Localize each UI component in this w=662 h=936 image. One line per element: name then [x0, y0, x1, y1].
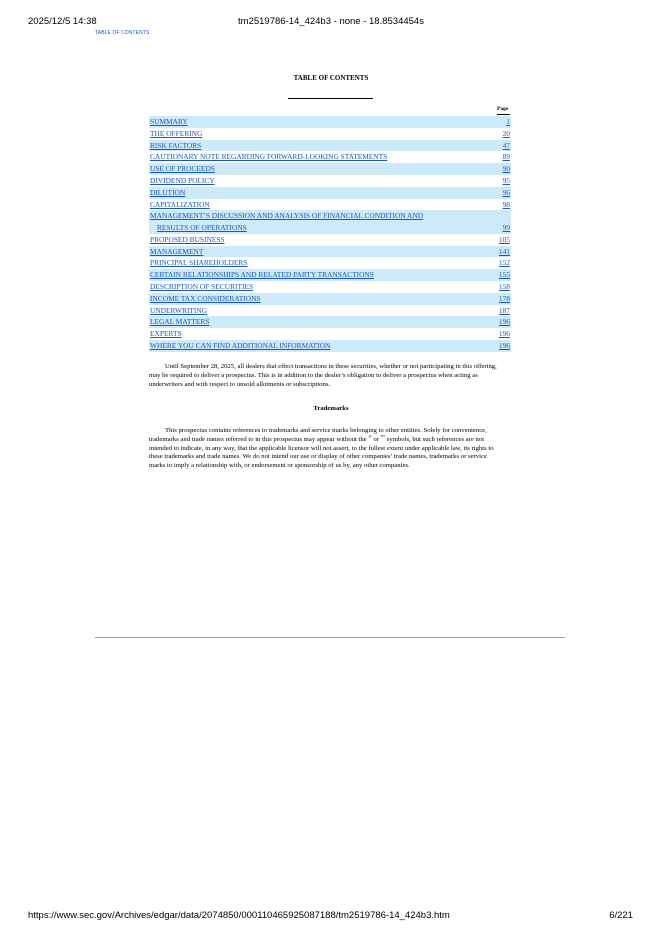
- toc-row: [149, 116, 511, 128]
- toc-page-link[interactable]: 20: [502, 128, 510, 138]
- toc-row: [149, 305, 511, 317]
- toc-row: [149, 234, 511, 246]
- toc-row: [149, 163, 511, 175]
- toc-link-dilution[interactable]: DILUTION: [150, 187, 186, 197]
- toc-page-link[interactable]: 99: [502, 222, 510, 232]
- page-title: TABLE OF CONTENTS: [293, 74, 369, 82]
- trademarks-heading: Trademarks: [313, 405, 349, 412]
- toc-link-income-tax[interactable]: INCOME TAX CONSIDERATIONS: [150, 293, 261, 303]
- toc-row: [149, 246, 511, 258]
- toc-link-cautionary-note[interactable]: CAUTIONARY NOTE REGARDING FORWARD-LOOKING STATEMENTS: [150, 152, 388, 162]
- toc-row: [149, 328, 511, 340]
- toc-row: [149, 128, 511, 140]
- trademarks-text-start: This prospectus contains references to trademarks and service marks belonging to other entities. Solely for convenience, trademarks and trade names referred to in this prospectus may appear without the: [149, 426, 487, 443]
- page-column-underline: [497, 114, 510, 115]
- toc-link-experts[interactable]: EXPERTS: [150, 329, 182, 339]
- toc-link-principal-shareholders[interactable]: PRINCIPAL SHAREHOLDERS: [150, 258, 248, 268]
- trademarks-paragraph: [149, 427, 503, 472]
- toc-row: [149, 257, 511, 269]
- toc-row: [149, 340, 511, 352]
- print-timestamp: 2025/12/5 14:38: [28, 16, 97, 27]
- print-url: https://www.sec.gov/Archives/edgar/data/2074850/000110465925087188/tm2519786-14_424b3.htm: [28, 910, 450, 921]
- page-column-header: Page: [497, 106, 509, 112]
- toc-row: [149, 269, 511, 281]
- table-of-contents: [149, 116, 511, 352]
- toc-link-capitalization[interactable]: CAPITALIZATION: [150, 199, 210, 209]
- toc-link-risk-factors[interactable]: RISK FACTORS: [150, 140, 202, 150]
- toc-link-proposed-business[interactable]: PROPOSED BUSINESS: [150, 234, 225, 244]
- toc-row: [149, 281, 511, 293]
- toc-page-link[interactable]: 1: [506, 117, 510, 126]
- page-bottom-rule: [95, 637, 565, 638]
- toc-page-link[interactable]: 152: [498, 258, 510, 268]
- toc-page-link[interactable]: 196: [498, 317, 510, 327]
- toc-page-link[interactable]: 187: [498, 305, 510, 315]
- toc-page-link[interactable]: 47: [502, 140, 510, 150]
- toc-page-link[interactable]: 89: [502, 152, 510, 162]
- toc-page-link[interactable]: 155: [498, 270, 510, 280]
- toc-row: [149, 175, 511, 187]
- toc-link-legal-matters[interactable]: LEGAL MATTERS: [150, 317, 210, 327]
- toc-link-underwriting[interactable]: UNDERWRITING: [150, 305, 208, 315]
- dealer-prospectus-notice: Until September 28, 2025, all dealers that effect transactions in these securities, whether or not participating in this offering, may be required to deliver a prospectus. This is in addition to the dealer’s obligation to deliver a prospectus when acting as underwriters and with respect to unsold allotments or subscriptions.: [149, 362, 497, 388]
- registered-symbol: ®: [368, 433, 372, 439]
- toc-page-link[interactable]: 105: [498, 234, 510, 244]
- toc-row: [149, 199, 511, 211]
- toc-link-description-of-securities[interactable]: DESCRIPTION OF SECURITIES: [150, 281, 254, 291]
- toc-link-use-of-proceeds[interactable]: USE OF PROCEEDS: [150, 164, 215, 174]
- trademarks-text-end: symbols, but such references are not intended to indicate, in any way, that the applicable licensor will not assert, to the fullest extent under applicable law, its rights to these trademarks and trade names. We do not intend our use or display of other companies’ trade names, trademarks or service marks to imply a relationship with, or endorsement or sponsorship of us by, any other companies.: [149, 435, 494, 470]
- trademark-symbol: ™: [380, 433, 386, 439]
- toc-page-link[interactable]: 96: [502, 187, 510, 197]
- toc-page-link[interactable]: 158: [498, 281, 510, 291]
- toc-row: [149, 140, 511, 152]
- toc-page-link[interactable]: 141: [498, 246, 510, 256]
- toc-link-related-party[interactable]: CERTAIN RELATIONSHIPS AND RELATED PARTY TRANSACTIONS: [150, 270, 374, 280]
- toc-link-management[interactable]: MANAGEMENT: [150, 246, 204, 256]
- toc-link-mdna[interactable]: MANAGEMENT’S DISCUSSION AND ANALYSIS OF FINANCIAL CONDITION AND: [150, 211, 424, 221]
- toc-row: [149, 151, 511, 163]
- toc-link-mdna-continued[interactable]: RESULTS OF OPERATIONS: [157, 222, 247, 232]
- toc-row: [149, 187, 511, 199]
- toc-page-link[interactable]: 98: [502, 199, 510, 209]
- toc-row: [149, 293, 511, 305]
- toc-row: [149, 210, 511, 233]
- toc-page-link[interactable]: 196: [498, 329, 510, 339]
- toc-page-link[interactable]: 90: [502, 164, 510, 174]
- toc-link-additional-information[interactable]: WHERE YOU CAN FIND ADDITIONAL INFORMATION: [150, 340, 331, 350]
- toc-link-the-offering[interactable]: THE OFFERING: [150, 128, 203, 138]
- trademarks-or: or: [371, 435, 381, 443]
- toc-page-link[interactable]: 178: [498, 293, 510, 303]
- print-page-count: 6/221: [609, 910, 633, 921]
- table-of-contents-link[interactable]: TABLE OF CONTENTS: [95, 30, 150, 36]
- toc-link-dividend-policy[interactable]: DIVIDEND POLICY: [150, 175, 215, 185]
- toc-row: [149, 316, 511, 328]
- toc-page-link[interactable]: 95: [502, 175, 510, 185]
- print-document-title: tm2519786-14_424b3 - none - 18.8534454s: [238, 16, 424, 27]
- toc-page-link[interactable]: 196: [498, 340, 510, 350]
- title-underline: [288, 98, 373, 99]
- toc-link-summary[interactable]: SUMMARY: [150, 117, 188, 126]
